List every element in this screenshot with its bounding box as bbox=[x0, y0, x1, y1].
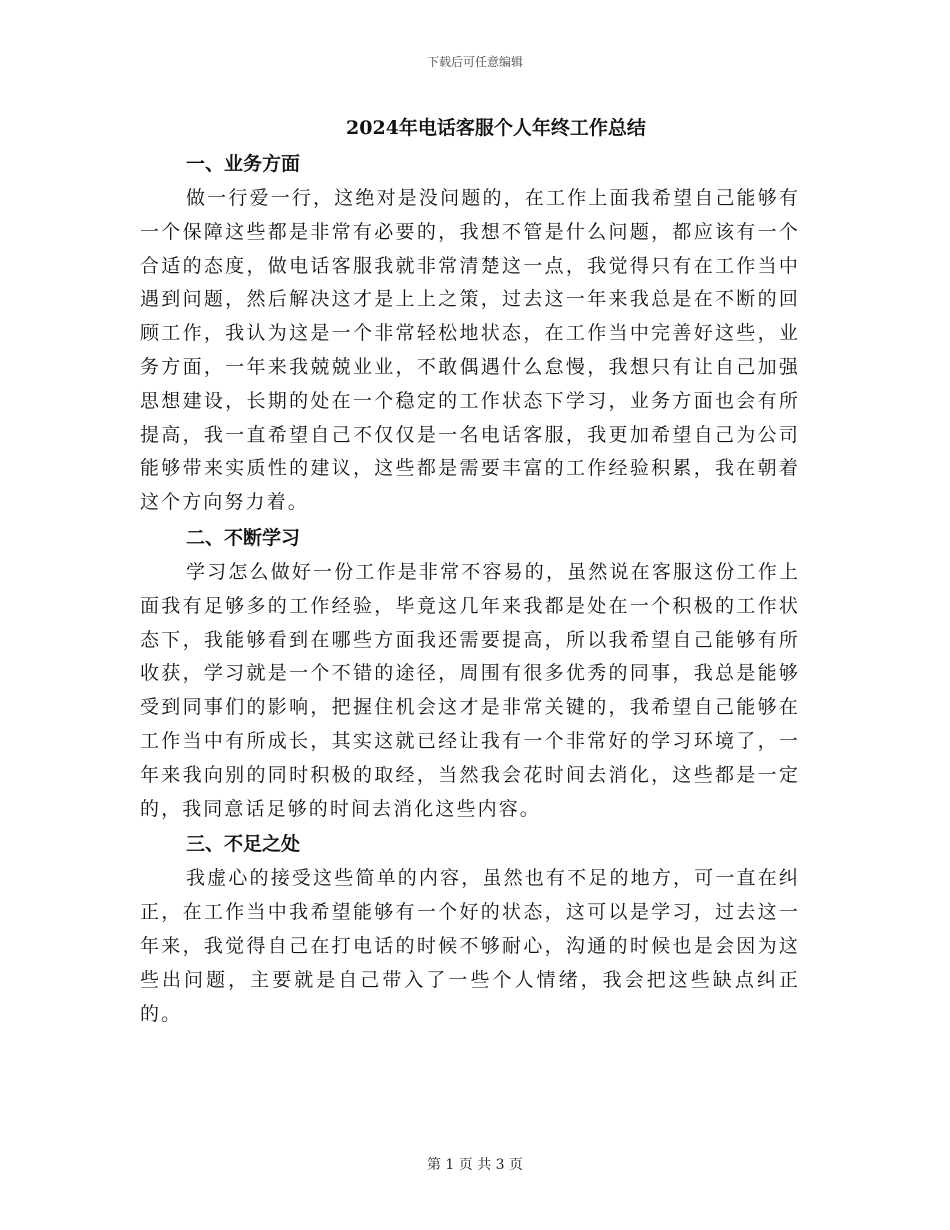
page-header-note: 下载后可任意编辑 bbox=[426, 55, 523, 69]
section-heading: 一、业务方面 bbox=[186, 153, 301, 175]
section-shortcomings bbox=[140, 826, 800, 1031]
section-paragraph: 我虚心的接受这些简单的内容，虽然也有不足的地方，可一直在纠正，在工作当中我希望能够有一个好的状态，这可以是学习，过去这一年来，我觉得自己在打电话的时候不够耐心，沟通的时候也是会因为这些出问题，主要就是自己带入了一些个人情绪，我会把这些缺点纠正的。 bbox=[140, 867, 800, 1025]
section-learning bbox=[140, 520, 800, 826]
section-heading: 三、不足之处 bbox=[186, 833, 301, 856]
page-number-footer: 第 1 页 共 3 页 bbox=[426, 1157, 524, 1173]
section-business bbox=[140, 146, 800, 520]
section-paragraph: 做一行爱一行，这绝对是没问题的，在工作上面我希望自己能够有一个保障这些都是非常有必要的，我想不管是什么问题，都应该有一个合适的态度，做电话客服我就非常清楚这一点，我觉得只有在工作当中遇到问题，然后解决这才是上上之策，过去这一年来我总是在不断的回顾工作，我认为这是一个非常轻松地状态，在工作当中完善好这些，业务方面，一年来我兢兢业业，不敢偶遇什么怠慢，我想只有让自己加强思想建设，长期的处在一个稳定的工作状态下学习，业务方面也会有所提高，我一直希望自己不仅仅是一名电话客服，我更加希望自己为公司能够带来实质性的建议，这些都是需要丰富的工作经验积累，我在朝着这个方向努力着。 bbox=[140, 187, 800, 514]
section-heading: 二、不断学习 bbox=[186, 526, 301, 549]
document-body bbox=[140, 146, 800, 1031]
section-paragraph: 学习怎么做好一份工作是非常不容易的，虽然说在客服这份工作上面我有足够多的工作经验，毕竟这几年来我都是处在一个积极的工作状态下，我能够看到在哪些方面我还需要提高，所以我希望自己能够有所收获，学习就是一个不错的途径，周围有很多优秀的同事，我总是能够受到同事们的影响，把握住机会这才是非常关键的，我希望自己能够在工作当中有所成长，其实这就已经让我有一个非常好的学习环境了，一年来我向别的同时积极的取经，当然我会花时间去消化，这些都是一定的，我同意话足够的时间去消化这些内容。 bbox=[140, 560, 800, 820]
document-title: 2024年电话客服个人年终工作总结 bbox=[346, 117, 646, 139]
